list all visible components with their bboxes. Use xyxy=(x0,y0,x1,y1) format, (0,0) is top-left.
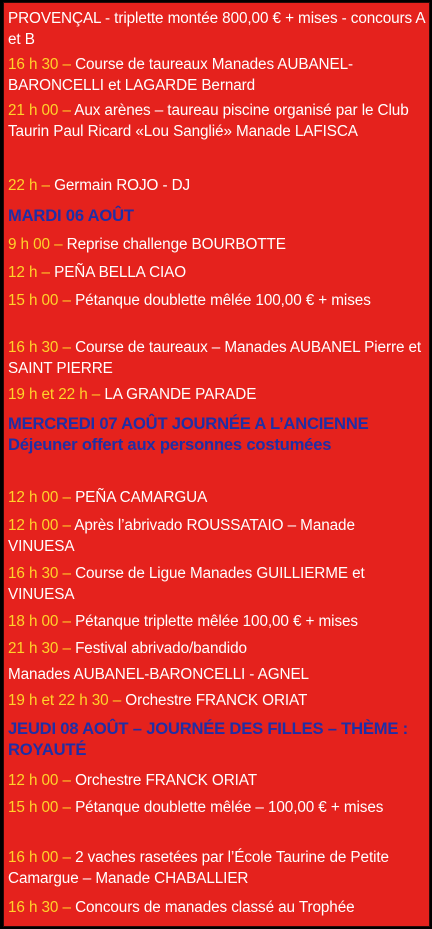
entry-text: Festival abrivado/bandido xyxy=(75,640,247,657)
entry-text: Germain ROJO - DJ xyxy=(54,177,191,194)
program-entry: 16 h 30 – Course de Ligue Manades GUILLIERME et VINUESA xyxy=(8,565,365,603)
entry-time: 16 h 00 xyxy=(8,849,59,866)
program-entry: 21 h 00 – Aux arènes – taureau piscine organisé par le Club Taurin Paul Ricard «Lou Sanglié» Manade LAFISCA xyxy=(8,102,409,140)
program-entry xyxy=(8,9,425,50)
entry-text: Orchestre FRANCK ORIAT xyxy=(125,692,308,709)
entry-time: 12 h 00 xyxy=(8,772,59,789)
entry-text: Course de Ligue Manades GUILLIERME et VINUESA xyxy=(8,565,365,603)
entry-text: PEÑA BELLA CIAO xyxy=(54,264,187,281)
entry-time: 19 h et 22 h 30 xyxy=(8,692,109,709)
entry-text: Concours de manades classé au Trophée xyxy=(75,899,355,916)
program-entry: 15 h 00 – Pétanque doublette mêlée 100,00 € + mises xyxy=(8,292,371,309)
program-entry: 15 h 00 – Pétanque doublette mêlée – 100,00 € + mises xyxy=(8,799,384,816)
entry-time: 19 h et 22 h xyxy=(8,386,88,403)
entry-text: Aux arènes – taureau piscine organisé par le Club Taurin Paul Ricard «Lou Sanglié» Manade LAFISCA xyxy=(8,102,409,140)
entry-time: 12 h 00 xyxy=(8,517,59,534)
entry-text: Reprise challenge BOURBOTTE xyxy=(66,236,286,253)
entry-text: PEÑA CAMARGUA xyxy=(75,489,208,506)
program-entry: 12 h 00 – Après l’abrivado ROUSSATAIO – Manade VINUESA xyxy=(8,517,355,555)
entry-time: 16 h 30 xyxy=(8,565,59,582)
entry-text: Course de taureaux – Manades AUBANEL Pierre et SAINT PIERRE xyxy=(8,339,422,377)
program-entry: 16 h 30 – Course de taureaux Manades AUBANEL-BARONCELLI et LAGARDE Bernard xyxy=(8,56,354,94)
entry-text: Pétanque triplette mêlée 100,00 € + mises xyxy=(75,613,358,630)
entry-time: 12 h xyxy=(8,264,38,281)
entry-time: 16 h 30 xyxy=(8,56,59,73)
entry-time: 16 h 30 xyxy=(8,339,59,356)
program-entry: 12 h – PEÑA BELLA CIAO xyxy=(8,264,187,281)
entry-text: Pétanque doublette mêlée 100,00 € + mises xyxy=(75,292,371,309)
program-entry: 18 h 00 – Pétanque triplette mêlée 100,00 € + mises xyxy=(8,613,358,630)
program-entry: 12 h 00 – Orchestre FRANCK ORIAT xyxy=(8,772,258,789)
entry-time: 16 h 30 xyxy=(8,899,59,916)
entry-text: Course de taureaux Manades AUBANEL-BARONCELLI et LAGARDE Bernard xyxy=(8,56,354,94)
entry-time: 9 h 00 xyxy=(8,236,50,253)
entry-time: 12 h 00 xyxy=(8,489,59,506)
program-entry: 19 h et 22 h – LA GRANDE PARADE xyxy=(8,386,257,403)
entry-time: 21 h 00 xyxy=(8,102,59,119)
program-page xyxy=(3,2,430,927)
program-entry: 21 h 30 – Festival abrivado/bandido xyxy=(8,640,247,657)
program-entry: 9 h 00 – Reprise challenge BOURBOTTE xyxy=(8,236,286,253)
program-entry: 16 h 30 – Concours de manades classé au Trophée xyxy=(8,899,355,916)
program-entry: 22 h – Germain ROJO - DJ xyxy=(8,177,191,194)
day-heading: JEUDI 08 AOÛT – JOURNÉE DES FILLES – THÈME : ROYAUTÉ xyxy=(8,719,408,759)
program-entry: 12 h 00 – PEÑA CAMARGUA xyxy=(8,489,208,506)
entry-time: 15 h 00 xyxy=(8,292,59,309)
program-entry xyxy=(8,665,425,686)
day-heading: MERCREDI 07 AOÛT JOURNÉE A L’ANCIENNE Déjeuner offert aux personnes costumées xyxy=(8,414,369,454)
entry-time: 18 h 00 xyxy=(8,613,59,630)
entry-time: 15 h 00 xyxy=(8,799,59,816)
entry-time: 21 h 30 xyxy=(8,640,59,657)
entry-time: 22 h xyxy=(8,177,38,194)
program-entry: 19 h et 22 h 30 – Orchestre FRANCK ORIAT xyxy=(8,692,308,709)
day-heading: MARDI 06 AOÛT xyxy=(8,206,134,225)
entry-text: 2 vaches rasetées par l’École Taurine de Petite Camargue – Manade CHABALLIER xyxy=(8,849,389,887)
entry-text: Manades AUBANEL-BARONCELLI - AGNEL xyxy=(8,666,309,683)
entry-text: PROVENÇAL - triplette montée 800,00 € + mises - concours A et B xyxy=(8,10,425,48)
entry-text: Orchestre FRANCK ORIAT xyxy=(75,772,258,789)
program-entry: 16 h 30 – Course de taureaux – Manades AUBANEL Pierre et SAINT PIERRE xyxy=(8,339,422,377)
program-entry: 16 h 00 – 2 vaches rasetées par l’École Taurine de Petite Camargue – Manade CHABALLIER xyxy=(8,849,389,887)
entry-text: Pétanque doublette mêlée – 100,00 € + mises xyxy=(75,799,384,816)
entry-text: Après l’abrivado ROUSSATAIO – Manade VINUESA xyxy=(8,517,355,555)
entry-text: LA GRANDE PARADE xyxy=(104,386,257,403)
